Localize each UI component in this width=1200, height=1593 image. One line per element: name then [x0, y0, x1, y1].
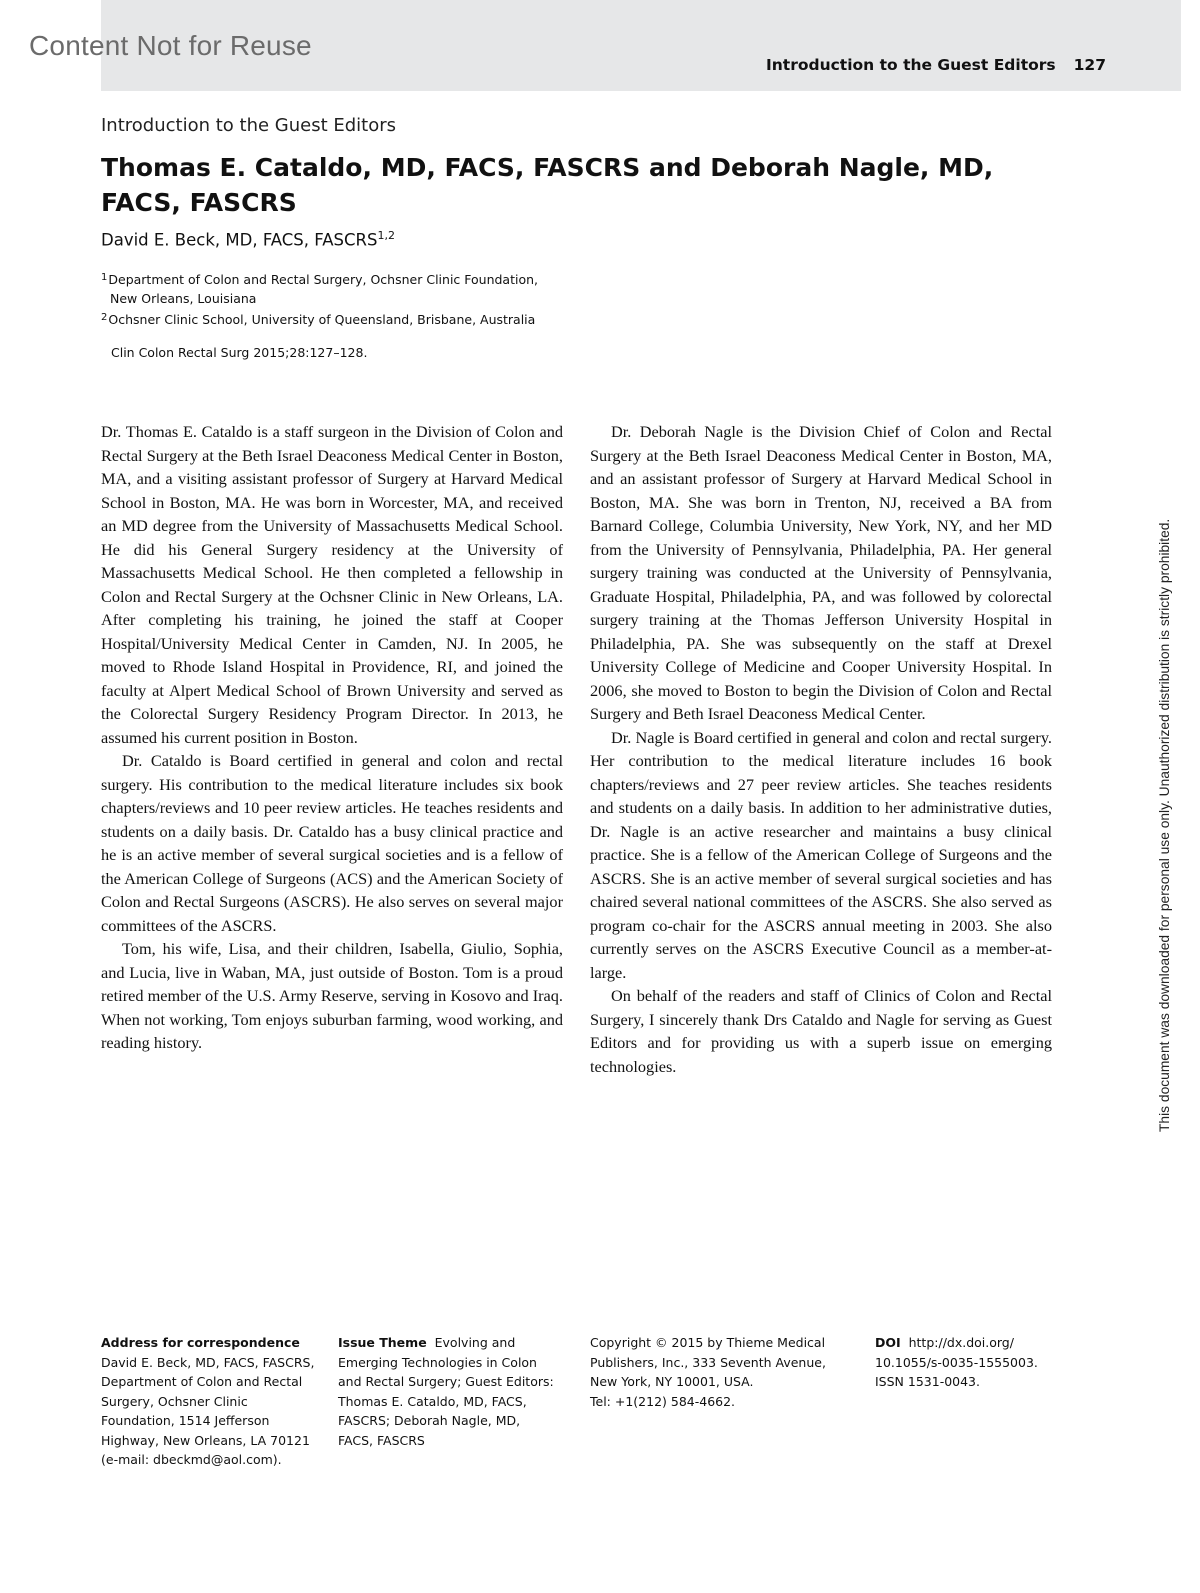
- affiliation-1-continued: New Orleans, Louisiana: [110, 291, 257, 306]
- content-watermark: Content Not for Reuse: [29, 30, 312, 61]
- doi-link[interactable]: http://dx.doi.org/: [908, 1335, 1014, 1350]
- paragraph: Dr. Thomas E. Cataldo is a staff surgeon in the Division of Colon and Rectal Surgery at the Beth Israel Deaconess Medical Center in Boston, MA, and a visiting assistant professor of Surgery at Harvard Medical School in Boston, MA. He was born in Worcester, MA, and received an MD degree from the University of Massachusetts Medical School. He did his General Surgery residency at the University of Massachusetts Medical School. He then completed a fellowship in Colon and Rectal Surgery at the Ochsner Clinic in New Orleans, LA. After completing his training, he joined the staff at Cooper Hospital/University Medical Center in Camden, NJ. In 2005, he moved to Rhode Island Hospital in Providence, RI, and joined the faculty at Alpert Medical School of Brown University and served as the Colorectal Surgery Residency Program Director. In 2013, he assumed his current position in Boston.: [101, 422, 563, 747]
- affiliation-number: 2: [101, 312, 108, 323]
- body-column-left: [101, 420, 563, 1055]
- paragraph: Tom, his wife, Lisa, and their children, Isabella, Giulio, Sophia, and Lucia, live in Waban, MA, just outside of Boston. Tom is a proud retired member of the U.S. Army Reserve, serving in Kosovo and Iraq. When not working, Tom enjoys suburban farming, wood working, and reading history.: [101, 939, 563, 1052]
- affiliation-1: [101, 268, 661, 289]
- address-line: Department of Colon and Rectal: [101, 1374, 303, 1389]
- address-line: Foundation, 1514 Jefferson: [101, 1413, 270, 1428]
- issue-theme-line: FACS, FASCRS: [338, 1432, 425, 1448]
- issue-theme-line: and Rectal Surgery; Guest Editors:: [338, 1374, 554, 1389]
- section-label: Introduction to the Guest Editors: [101, 115, 397, 136]
- author-name: David E. Beck, MD, FACS, FASCRS: [101, 230, 378, 250]
- running-head: [700, 56, 1106, 74]
- address-line: (e-mail: dbeckmd@aol.com).: [101, 1452, 282, 1467]
- footer-address: [101, 1333, 333, 1470]
- issue-theme-line: Emerging Technologies in Colon: [338, 1354, 537, 1370]
- body-column-right: [590, 420, 1052, 1078]
- paragraph: Dr. Nagle is Board certified in general and colon and rectal surgery. Her contribution to the medical literature includes 16 book chapters/reviews and 27 peer review articles. She teaches residents and students on a daily basis. In addition to her administrative duties, Dr. Nagle is an active researcher and maintains a busy clinical practice. She is a fellow of the American College of Surgeons and the ASCRS. She is an active member of several surgical societies and has chaired several national committees of the ASCRS. She also served as program co-chair for the ASCRS annual meeting in 2003. She also currently serves on the ASCRS Executive Council as a member-at-large.: [590, 727, 1052, 982]
- issue-theme-line: FASCRS; Deborah Nagle, MD,: [338, 1413, 521, 1428]
- issue-theme-line: Thomas E. Cataldo, MD, FACS,: [338, 1393, 527, 1409]
- journal-citation: Clin Colon Rectal Surg 2015;28:127–128.: [111, 345, 368, 360]
- issn-line: ISSN 1531-0043.: [875, 1374, 980, 1389]
- distribution-notice: This document was downloaded for personal use only. Unauthorized distribution is strictly prohibited.: [1157, 518, 1172, 1132]
- doi-label: DOI: [875, 1335, 901, 1350]
- address-line: David E. Beck, MD, FACS, FASCRS,: [101, 1354, 315, 1370]
- footer-copyright: [590, 1333, 852, 1411]
- affiliation-number: 1: [101, 272, 108, 283]
- address-label: Address for correspondence: [101, 1335, 300, 1350]
- issue-theme-line: Evolving and: [434, 1335, 516, 1350]
- affiliation-2: [101, 308, 661, 329]
- affiliation-text: Department of Colon and Rectal Surgery, Ochsner Clinic Foundation,: [108, 272, 539, 287]
- doi-line: 10.1055/s-0035-1555003.: [875, 1354, 1038, 1370]
- affiliation-text: Ochsner Clinic School, University of Queensland, Brisbane, Australia: [108, 312, 536, 327]
- footer-doi: [875, 1333, 1075, 1392]
- running-head-title: Introduction to the Guest Editors: [765, 56, 1056, 74]
- paragraph: On behalf of the readers and staff of Clinics of Colon and Rectal Surgery, I sincerely thank Drs Cataldo and Nagle for serving as Guest Editors and for providing us with a superb issue on emerging technologies.: [590, 986, 1052, 1076]
- paragraph: Dr. Deborah Nagle is the Division Chief of Colon and Rectal Surgery at the Beth Israel Deaconess Medical Center in Boston, MA, and an assistant professor of Surgery at Harvard Medical School in Boston, MA. She was born in Trenton, NJ, received a BA from Barnard College, Columbia University, New York, NY, and her MD from the University of Pennsylvania, Philadelphia, PA. Her general surgery training was conducted at the University of Pennsylvania, Graduate Hospital, Philadelphia, PA, and was followed by colorectal surgery training at the Thomas Jefferson University Hospital in Philadelphia, PA. She was subsequently on the staff at Drexel University College of Medicine and Cooper University Hospital. In 2006, she moved to Boston to begin the Division of Colon and Rectal Surgery and Beth Israel Deaconess Medical Center.: [590, 422, 1052, 723]
- author-line: [101, 229, 395, 250]
- copyright-line: New York, NY 10001, USA.: [590, 1374, 754, 1389]
- address-line: Highway, New Orleans, LA 70121: [101, 1432, 310, 1448]
- paragraph: Dr. Cataldo is Board certified in general and colon and rectal surgery. His contribution to the medical literature includes six book chapters/reviews and 10 peer review articles. He teaches residents and students on a daily basis. Dr. Cataldo has a busy clinical practice and he is an active member of several surgical societies and is a fellow of the American College of Surgeons (ACS) and the American Society of Colon and Rectal Surgeons (ASCRS). He also serves on several major committees of the ASCRS.: [101, 751, 563, 935]
- copyright-line: Copyright © 2015 by Thieme Medical: [590, 1335, 826, 1350]
- issue-theme-label: Issue Theme: [338, 1335, 427, 1350]
- author-affiliation-marks: 1,2: [377, 229, 395, 242]
- article-title: Thomas E. Cataldo, MD, FACS, FASCRS and Deborah Nagle, MD, FACS, FASCRS: [101, 153, 994, 217]
- address-line: Surgery, Ochsner Clinic: [101, 1393, 248, 1409]
- footer-issue-theme: [338, 1333, 578, 1450]
- copyright-line: Publishers, Inc., 333 Seventh Avenue,: [590, 1354, 826, 1370]
- page-number: 127: [1073, 56, 1106, 74]
- copyright-line: Tel: +1(212) 584-4662.: [590, 1393, 736, 1409]
- affiliations: [101, 268, 661, 329]
